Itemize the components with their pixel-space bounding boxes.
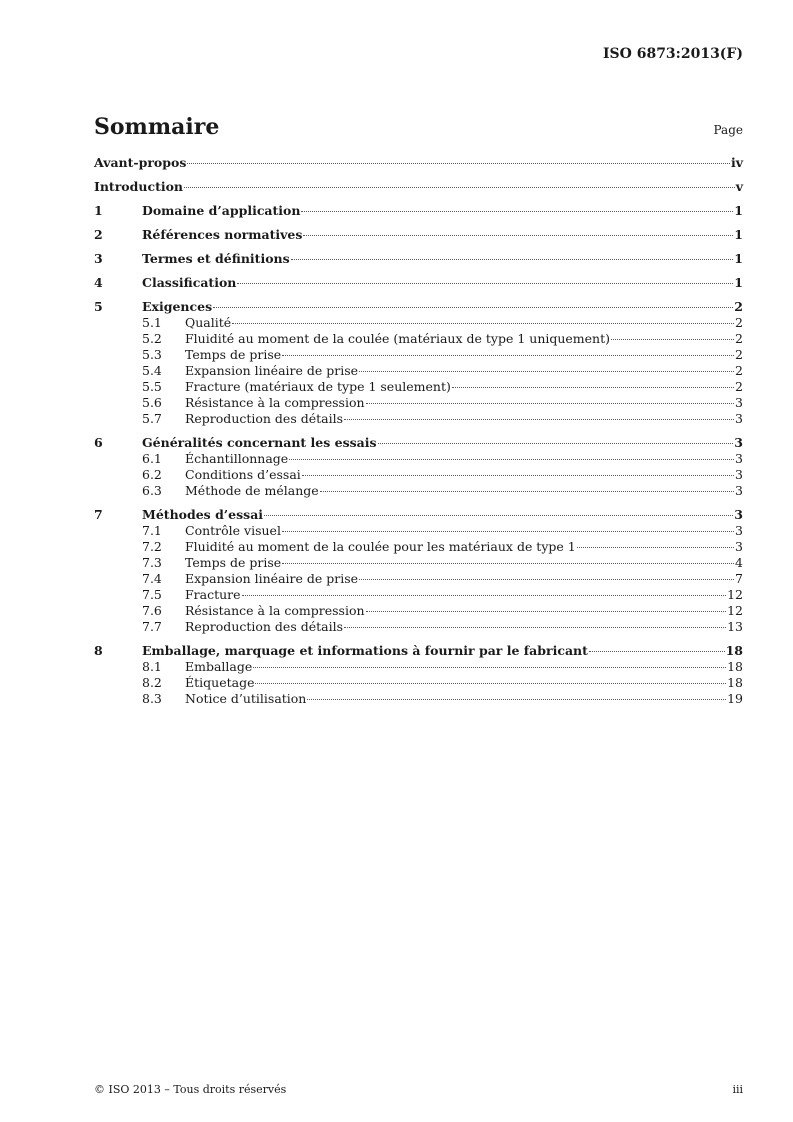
dot-leader (378, 443, 734, 444)
toc-entry-label: Fluidité au moment de la coulée pour les matériaux de type 1 (185, 539, 576, 554)
toc-entry-label: Qualité (185, 315, 232, 330)
toc-entry-label: Termes et définitions (142, 251, 290, 266)
toc-entry-page: 2 (735, 347, 743, 362)
toc-entry-label: Résistance à la compression (185, 395, 365, 410)
toc-entry-page: 13 (727, 619, 743, 634)
toc-entry[interactable] (94, 331, 743, 347)
toc-entry[interactable] (94, 467, 743, 483)
toc-entry-page: 12 (727, 587, 743, 602)
toc-entry-page: 19 (727, 691, 743, 706)
toc-entry-number: 5.3 (142, 347, 162, 362)
page-column-label: Page (713, 123, 743, 137)
toc-entry-number: 7.1 (142, 523, 162, 538)
toc-entry-number: 3 (94, 251, 103, 266)
toc-entry[interactable] (94, 523, 743, 539)
toc-entry-label: Fracture (185, 587, 241, 602)
dot-leader (359, 371, 734, 372)
dot-leader (452, 387, 734, 388)
toc-entry-page: 2 (735, 315, 743, 330)
toc-entry[interactable] (94, 154, 743, 171)
toc-entry-page: 1 (734, 227, 743, 242)
dot-leader (577, 547, 734, 548)
dot-leader (213, 307, 733, 308)
toc-entry-number: 7 (94, 507, 103, 522)
toc-entry-page: 1 (734, 275, 743, 290)
toc-entry-number: 5.2 (142, 331, 162, 346)
toc-entry-label: Résistance à la compression (185, 603, 365, 618)
dot-leader (301, 211, 733, 212)
toc-entry-number: 8.3 (142, 691, 162, 706)
toc-entry-label: Reproduction des détails (185, 411, 344, 426)
dot-leader (242, 595, 727, 596)
toc-entry[interactable] (94, 675, 743, 691)
toc-entry-label: Méthodes d’essai (142, 507, 264, 522)
dot-leader (589, 651, 725, 652)
toc-entry-page: 18 (727, 659, 743, 674)
toc-entry-page: 1 (734, 203, 743, 218)
toc-entry-label: Méthode de mélange (185, 483, 319, 498)
toc-entry-number: 5.1 (142, 315, 162, 330)
toc-entry-page: 7 (735, 571, 743, 586)
toc-entry-page: 3 (735, 467, 743, 482)
toc-entry-page: 2 (735, 379, 743, 394)
dot-leader (320, 491, 734, 492)
toc-entry-page: 3 (735, 483, 743, 498)
dot-leader (253, 667, 726, 668)
toc-entry-label: Expansion linéaire de prise (185, 363, 359, 378)
toc-entry-number: 2 (94, 227, 103, 242)
dot-leader (366, 403, 735, 404)
title-row (94, 114, 743, 140)
toc-entry[interactable] (94, 298, 743, 315)
toc-entry[interactable] (94, 506, 743, 523)
toc-entry-number: 5.7 (142, 411, 162, 426)
toc-entry-number: 5.6 (142, 395, 162, 410)
dot-leader (282, 355, 734, 356)
toc-entry-label: Échantillonnage (185, 451, 289, 466)
toc-entry[interactable] (94, 659, 743, 675)
toc-entry[interactable] (94, 347, 743, 363)
toc-entry[interactable] (94, 571, 743, 587)
toc-entry[interactable] (94, 379, 743, 395)
toc-entry-number: 6.3 (142, 483, 162, 498)
toc-entry[interactable] (94, 642, 743, 659)
dot-leader (291, 259, 734, 260)
toc-entry-label: Généralités concernant les essais (142, 435, 377, 450)
table-of-contents (94, 154, 743, 707)
dot-leader (307, 699, 726, 700)
toc-entry-label: Temps de prise (185, 347, 282, 362)
toc-entry-label: Expansion linéaire de prise (185, 571, 359, 586)
toc-entry-number: 6 (94, 435, 103, 450)
dot-leader (184, 187, 735, 188)
toc-entry-page: 12 (727, 603, 743, 618)
toc-entry[interactable] (94, 315, 743, 331)
toc-entry[interactable] (94, 619, 743, 635)
toc-entry-page: 2 (734, 299, 743, 314)
toc-entry-page: 1 (734, 251, 743, 266)
dot-leader (255, 683, 726, 684)
toc-entry-label: Références normatives (142, 227, 303, 242)
dot-leader (303, 235, 733, 236)
toc-entry-page: iv (730, 155, 743, 170)
toc-entry[interactable] (94, 603, 743, 619)
toc-entry[interactable] (94, 250, 743, 267)
dot-leader (282, 563, 734, 564)
document-code: ISO 6873:2013(F) (602, 46, 743, 62)
toc-entry[interactable] (94, 202, 743, 219)
toc-entry-number: 6.2 (142, 467, 162, 482)
toc-entry-number: 1 (94, 203, 103, 218)
toc-entry-number: 7.6 (142, 603, 162, 618)
toc-entry-page: 2 (735, 331, 743, 346)
toc-entry-label: Reproduction des détails (185, 619, 344, 634)
toc-entry-label: Emballage, marquage et informations à fournir par le fabricant (142, 643, 588, 658)
dot-leader (359, 579, 734, 580)
dot-leader (611, 339, 734, 340)
page-number: iii (732, 1083, 743, 1096)
toc-entry-number: 7.5 (142, 587, 162, 602)
dot-leader (302, 475, 734, 476)
toc-entry-number: 8 (94, 643, 103, 658)
toc-entry[interactable] (94, 555, 743, 571)
toc-entry-number: 7.3 (142, 555, 162, 570)
toc-entry-number: 8.2 (142, 675, 162, 690)
toc-entry-number: 7.4 (142, 571, 162, 586)
toc-entry[interactable] (94, 587, 743, 603)
dot-leader (344, 419, 734, 420)
dot-leader (366, 611, 727, 612)
toc-entry-page: 3 (735, 523, 743, 538)
toc-entry-number: 7.7 (142, 619, 162, 634)
toc-entry[interactable] (94, 451, 743, 467)
toc-entry-number: 8.1 (142, 659, 162, 674)
toc-entry-label: Domaine d’application (142, 203, 301, 218)
toc-entry-number: 7.2 (142, 539, 162, 554)
toc-entry[interactable] (94, 483, 743, 499)
toc-entry[interactable] (94, 226, 743, 243)
dot-leader (187, 163, 730, 164)
toc-entry[interactable] (94, 395, 743, 411)
toc-entry-page: 3 (735, 539, 743, 554)
toc-entry-label: Classification (142, 275, 237, 290)
dot-leader (264, 515, 733, 516)
toc-entry-number: 6.1 (142, 451, 162, 466)
toc-entry-label: Conditions d’essai (185, 467, 301, 482)
toc-entry[interactable] (94, 411, 743, 427)
toc-entry[interactable] (94, 434, 743, 451)
toc-entry-page: 18 (727, 675, 743, 690)
dot-leader (232, 323, 734, 324)
toc-entry-page: 3 (735, 395, 743, 410)
dot-leader (289, 459, 734, 460)
toc-entry-number: 5.5 (142, 379, 162, 394)
toc-entry-label: Fracture (matériaux de type 1 seulement) (185, 379, 451, 394)
toc-entry-page: 3 (734, 435, 743, 450)
dot-leader (237, 283, 733, 284)
toc-entry-page: 3 (735, 451, 743, 466)
toc-entry-label: Fluidité au moment de la coulée (matériaux de type 1 uniquement) (185, 331, 611, 346)
toc-entry-number: 5.4 (142, 363, 162, 378)
toc-entry-label: Contrôle visuel (185, 523, 281, 538)
toc-entry-label: Étiquetage (185, 675, 255, 690)
toc-entry-page: 4 (735, 555, 743, 570)
toc-entry-label: Introduction (94, 179, 184, 194)
toc-entry[interactable] (94, 274, 743, 291)
toc-entry[interactable] (94, 178, 743, 195)
page-title: Sommaire (94, 114, 220, 140)
toc-entry-number: 4 (94, 275, 103, 290)
toc-entry[interactable] (94, 539, 743, 555)
toc-entry-label: Avant-propos (94, 155, 187, 170)
dot-leader (282, 531, 734, 532)
toc-entry-label: Emballage (185, 659, 253, 674)
toc-entry-page: 2 (735, 363, 743, 378)
toc-entry[interactable] (94, 363, 743, 379)
toc-entry-label: Notice d’utilisation (185, 691, 307, 706)
dot-leader (344, 627, 726, 628)
toc-entry-label: Temps de prise (185, 555, 282, 570)
copyright-notice: © ISO 2013 – Tous droits réservés (94, 1083, 287, 1096)
toc-entry-page: 3 (735, 411, 743, 426)
toc-entry[interactable] (94, 691, 743, 707)
toc-entry-page: 3 (734, 507, 743, 522)
toc-entry-page: 18 (725, 643, 743, 658)
toc-entry-number: 5 (94, 299, 103, 314)
toc-entry-page: v (735, 179, 743, 194)
toc-entry-label: Exigences (142, 299, 213, 314)
footer (94, 1083, 743, 1096)
